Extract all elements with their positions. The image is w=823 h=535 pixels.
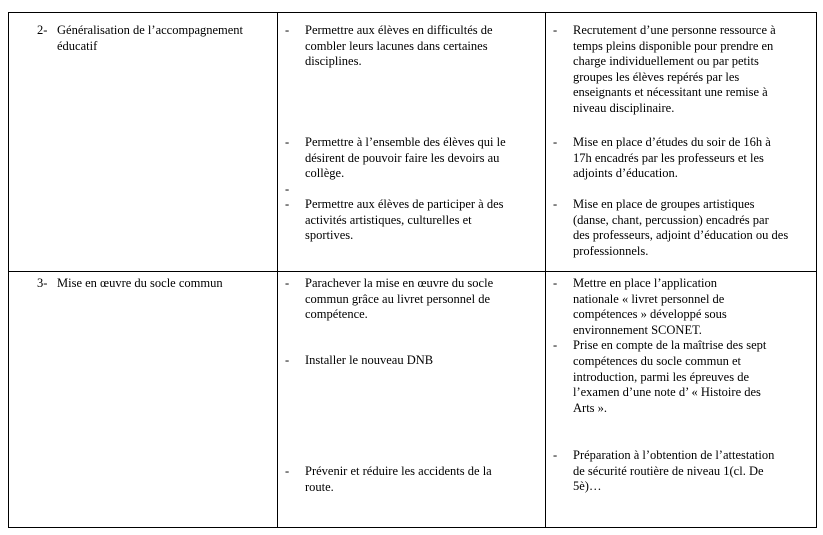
- action-line: Mise en place d’études du soir de 16h à: [573, 135, 771, 149]
- bullet-dash: -: [553, 23, 558, 37]
- bullet-dash: -: [553, 197, 558, 211]
- objective-line: activités artistiques, culturelles et: [305, 212, 472, 227]
- action-line: Préparation à l’obtention de l’attestation: [573, 448, 775, 462]
- bullet-dash: -: [285, 197, 290, 211]
- objective-line: route.: [305, 479, 334, 494]
- objective-line: Permettre aux élèves de participer à des: [305, 197, 504, 211]
- objective-line: compétence.: [305, 307, 368, 322]
- action-line: temps pleins disponible pour prendre en: [573, 38, 774, 53]
- action-line: Mise en place de groupes artistiques: [573, 197, 755, 211]
- action-line: Arts ».: [573, 400, 608, 415]
- objective-line: Permettre aux élèves en difficultés de: [305, 23, 493, 37]
- objective-line: Permettre à l’ensemble des élèves qui le: [305, 135, 506, 149]
- bullet-dash: -: [285, 353, 290, 367]
- action-line: compétences du socle commun et: [573, 354, 741, 368]
- action-line: compétences » développé sous: [573, 307, 727, 322]
- bullet-dash: -: [553, 276, 558, 290]
- action-line: des professeurs, adjoint d’éducation ou des: [573, 228, 789, 243]
- bullet-dash: -: [553, 338, 558, 353]
- action-line: 17h encadrés par les professeurs et les: [573, 150, 764, 165]
- action-line: niveau disciplinaire.: [573, 101, 675, 115]
- objective-line: disciplines.: [305, 54, 362, 69]
- row-number: 2-: [37, 23, 48, 37]
- action-line: charge individuellement ou par petits: [573, 54, 759, 69]
- bullet-dash: -: [285, 276, 290, 290]
- action-line: nationale « livret personnel de: [573, 291, 725, 306]
- action-line: environnement SCONET.: [573, 322, 702, 337]
- bullet-dash: -: [285, 464, 290, 478]
- column-divider-1: [277, 13, 278, 527]
- row-title-line: Généralisation de l’accompagnement: [57, 23, 244, 37]
- objective-line: Parachever la mise en œuvre du socle: [305, 276, 494, 290]
- bullet-dash: -: [285, 182, 290, 196]
- row-title-line: Mise en œuvre du socle commun: [57, 276, 223, 290]
- objective-line: désirent de pouvoir faire les devoirs au: [305, 150, 500, 165]
- row-number: 3-: [37, 276, 48, 290]
- action-line: Prise en compte de la maîtrise des sept: [573, 338, 767, 353]
- objective-line: collège.: [305, 166, 345, 181]
- objective-line: commun grâce au livret personnel de: [305, 291, 490, 306]
- bullet-dash: -: [553, 135, 558, 149]
- action-line: (danse, chant, percussion) encadrés par: [573, 212, 769, 227]
- objective-line: Prévenir et réduire les accidents de la: [305, 464, 492, 478]
- objective-line: combler leurs lacunes dans certaines: [305, 38, 488, 53]
- bullet-dash: -: [285, 135, 290, 149]
- action-line: professionnels.: [573, 243, 649, 258]
- action-line: adjoints d’éducation.: [573, 166, 678, 181]
- action-line: Recrutement d’une personne ressource à: [573, 23, 776, 37]
- row-divider: [9, 271, 816, 272]
- action-line: introduction, parmi les épreuves de: [573, 369, 749, 384]
- action-line: enseignants et nécessitant une remise à: [573, 85, 768, 100]
- action-line: de sécurité routière de niveau 1(cl. De: [573, 463, 764, 478]
- objective-line: Installer le nouveau DNB: [305, 353, 434, 367]
- objective-line: sportives.: [305, 228, 354, 243]
- action-line: l’examen d’une note d’ « Histoire des: [573, 385, 761, 400]
- column-divider-2: [545, 13, 546, 527]
- action-line: 5è)…: [573, 479, 602, 494]
- bullet-dash: -: [285, 23, 290, 37]
- action-plan-table: [8, 12, 817, 528]
- row-title-line: éducatif: [57, 38, 98, 53]
- bullet-dash: -: [553, 448, 558, 462]
- action-line: Mettre en place l’application: [573, 276, 718, 290]
- action-line: groupes les élèves repérés par les: [573, 69, 740, 84]
